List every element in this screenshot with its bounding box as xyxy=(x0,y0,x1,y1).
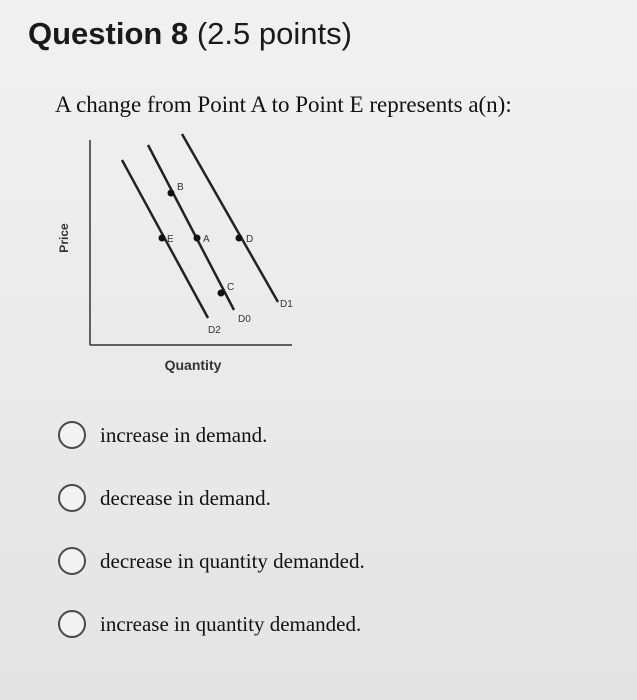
point-e-label: E xyxy=(167,234,174,245)
point-e-marker xyxy=(159,235,166,242)
curve-label-d1: D1 xyxy=(280,299,293,310)
demand-graph xyxy=(50,130,310,380)
y-axis-label: Price xyxy=(57,223,71,253)
question-points: (2.5 points) xyxy=(196,16,352,51)
point-d-label: D xyxy=(246,234,254,245)
point-a-marker xyxy=(194,235,201,242)
curve-label-d0: D0 xyxy=(238,314,251,325)
option-label: decrease in demand. xyxy=(100,485,271,510)
question-title xyxy=(28,16,352,52)
answer-options xyxy=(58,420,365,672)
option-label: increase in demand. xyxy=(100,422,268,447)
option-label: increase in quantity demanded. xyxy=(100,611,362,636)
x-axis-label: Quantity xyxy=(164,357,222,373)
point-b-marker xyxy=(168,190,175,197)
option-label: decrease in quantity demanded. xyxy=(100,548,365,573)
option-increase-in-demand[interactable] xyxy=(58,420,365,450)
option-decrease-in-demand[interactable] xyxy=(58,483,365,513)
radio-button[interactable] xyxy=(58,547,86,575)
option-increase-in-quantity-demanded[interactable] xyxy=(58,609,365,639)
question-text: A change from Point A to Point E represents a(n): xyxy=(55,92,512,117)
option-decrease-in-quantity-demanded[interactable] xyxy=(58,546,365,576)
point-d-marker xyxy=(236,235,243,242)
question-number: Question 8 xyxy=(28,16,189,51)
point-c-label: C xyxy=(227,282,235,293)
curve-label-d2: D2 xyxy=(208,325,221,336)
radio-button[interactable] xyxy=(58,484,86,512)
radio-button[interactable] xyxy=(58,421,86,449)
point-b-label: B xyxy=(177,182,184,193)
radio-button[interactable] xyxy=(58,610,86,638)
point-c-marker xyxy=(218,290,225,297)
point-a-label: A xyxy=(203,234,210,245)
demand-curve-d1 xyxy=(182,134,278,302)
